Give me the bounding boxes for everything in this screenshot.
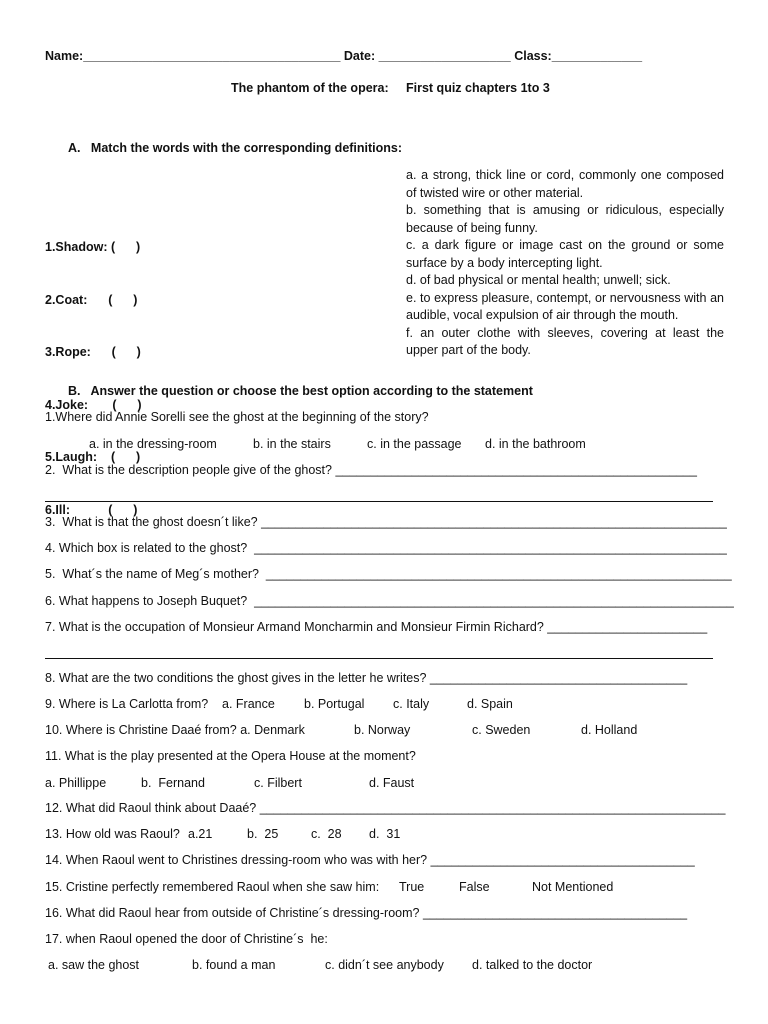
question-8: 8. What are the two conditions the ghost gives in the letter he writes? _____________________________________ — [45, 671, 688, 685]
q11-option-c: c. Filbert — [254, 776, 302, 790]
question-13: 13. How old was Raoul? — [45, 827, 180, 841]
q17-option-a: a. saw the ghost — [48, 958, 140, 972]
word-item: 1.Shadow: ( ) — [45, 240, 141, 254]
q10-option-c: c. Sweden — [472, 723, 531, 737]
q1-option-b: b. in the stairs — [253, 437, 331, 451]
q13-option-d: d. 31 — [369, 827, 401, 841]
word-item: 2.Coat: ( ) — [45, 292, 138, 307]
question-7: 7. What is the occupation of Monsieur Armand Moncharmin and Monsieur Firmin Richard? _______________________ — [45, 620, 708, 634]
q9-option-d: d. Spain — [467, 697, 513, 711]
q1-option-a: a. in the dressing-room — [89, 437, 217, 451]
q13-option-c: c. 28 — [311, 827, 342, 841]
q17-option-c: c. didn´t see anybody — [325, 958, 444, 972]
q17-option-b: b. found a man — [192, 958, 276, 972]
q1-option-c: c. in the passage — [367, 437, 462, 451]
section-b-heading: B. Answer the question or choose the best option according to the statement — [68, 384, 533, 398]
definition-item: b. something that is amusing or ridiculous, especially because of being funny. — [406, 203, 724, 235]
definition-item: a. a strong, thick line or cord, commonly one composed of twisted wire or other material. — [406, 168, 724, 200]
question-12: 12. What did Raoul think about Daaé? ___________________________________________________________________ — [45, 801, 726, 815]
question-10: 10. Where is Christine Daaé from? a. Denmark — [45, 723, 305, 737]
q11-option-a: a. Phillippe — [45, 776, 107, 790]
question-2: 2. What is the description people give of the ghost? ____________________________________________________ — [45, 463, 697, 477]
q10-option-d: d. Holland — [581, 723, 638, 737]
question-4: 4. Which box is related to the ghost? ____________________________________________________________________ — [45, 541, 727, 555]
q11-option-d: d. Faust — [369, 776, 415, 790]
q15-option-true: True — [399, 880, 425, 894]
question-16: 16. What did Raoul hear from outside of Christine´s dressing-room? ______________________________________ — [45, 906, 688, 920]
question-17: 17. when Raoul opened the door of Christine´s he: — [45, 932, 328, 946]
q9-option-b: b. Portugal — [304, 697, 365, 711]
q13-option-b: b. 25 — [247, 827, 279, 841]
section-a-heading: A. Match the words with the corresponding definitions: — [68, 141, 403, 155]
q9-option-a: a. France — [222, 697, 275, 711]
question-5: 5. What´s the name of Meg´s mother? ___________________________________________________________________ — [45, 567, 732, 581]
q15-option-false: False — [459, 880, 490, 894]
question-9: 9. Where is La Carlotta from? — [45, 697, 209, 711]
q13-option-a: a.21 — [188, 827, 213, 841]
quiz-title: The phantom of the opera: First quiz chapters 1to 3 — [231, 81, 550, 95]
question-3: 3. What is that the ghost doesn´t like? ___________________________________________________________________ — [45, 515, 727, 529]
word-item: 4.Joke: ( ) — [45, 397, 142, 412]
q10-option-b: b. Norway — [354, 723, 411, 737]
question-1: 1.Where did Annie Sorelli see the ghost at the beginning of the story? — [45, 410, 429, 424]
q15-option-not-mentioned: Not Mentioned — [532, 880, 614, 894]
question-11: 11. What is the play presented at the Opera House at the moment? — [45, 749, 416, 763]
definition-item: c. a dark figure or image cast on the ground or some surface by a body intercepting light. — [406, 238, 724, 270]
word-item: 5.Laugh: ( ) — [45, 450, 141, 464]
q17-option-d: d. talked to the doctor — [472, 958, 593, 972]
definition-item: f. an outer clothe with sleeves, covering at least the upper part of the body. — [406, 325, 724, 357]
q9-option-c: c. Italy — [393, 697, 430, 711]
word-item: 6.Ill: ( ) — [45, 502, 138, 517]
definition-item: d. of bad physical or mental health; unwell; sick. — [406, 273, 671, 287]
question-14: 14. When Raoul went to Christines dressing-room who was with her? ______________________________________ — [45, 853, 695, 867]
question-6: 6. What happens to Joseph Buquet? _____________________________________________________________________ — [45, 594, 734, 608]
definition-item: e. to express pleasure, contempt, or nervousness with an audible, vocal expulsion of air through the mouth. — [406, 290, 724, 322]
answer-line — [45, 658, 713, 659]
question-15: 15. Cristine perfectly remembered Raoul when she saw him: — [45, 880, 380, 894]
q11-option-b: b. Fernand — [141, 776, 205, 790]
q1-option-d: d. in the bathroom — [485, 437, 586, 451]
answer-line — [45, 501, 713, 502]
name-date-class-line: Name:_____________________________________ Date: ___________________ Class:_____________ — [45, 49, 643, 63]
word-item: 3.Rope: ( ) — [45, 345, 141, 359]
definitions-list — [406, 167, 724, 360]
